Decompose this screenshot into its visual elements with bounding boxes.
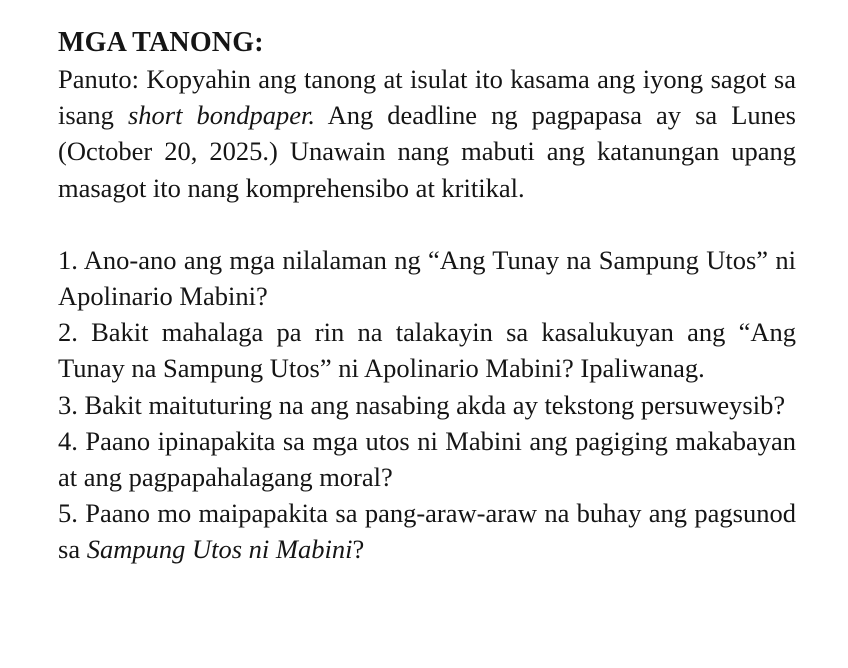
instructions-text-start: Panuto: Kopyahin ang tanong at isulat ito kasama ang iyong sagot sa isang <box>58 64 796 131</box>
question-5-end: ? <box>352 534 365 565</box>
question-3: 3. Bakit maituturing na ang nasabing akda ay tekstong persuweysib? <box>58 389 786 420</box>
section-spacer <box>58 206 796 242</box>
question-4: 4. Paano ipinapakita sa mga utos ni Mabini ang pagiging makabayan at ang pagpapahalagang moral? <box>58 425 796 493</box>
instructions-paragraph <box>58 61 796 206</box>
question-5-italic-title: Sampung Utos ni Mabini <box>86 534 353 565</box>
instructions-italic-term: short bondpaper. <box>127 100 316 131</box>
question-5-text: 5. Paano mo maipapakita sa pang-araw-araw na buhay ang pagsunod sa <box>58 498 796 565</box>
question-5 <box>58 495 796 567</box>
question-1: 1. Ano-ano ang mga nilalaman ng “Ang Tunay na Sampung Utos” ni Apolinario Mabini? <box>58 244 796 312</box>
question-2: 2. Bakit mahalaga pa rin na talakayin sa kasalukuyan ang “Ang Tunay na Sampung Utos” ni Apolinario Mabini? Ipaliwanag. <box>58 317 796 384</box>
worksheet-page <box>58 25 796 568</box>
instructions-text-end: Ang deadline ng pagpapasa ay sa Lunes (October 20, 2025.) Unawain nang mabuti ang katanungan upang masagot ito nang komprehensibo at kritikal. <box>58 100 796 203</box>
page-title: MGA TANONG: <box>58 27 264 58</box>
